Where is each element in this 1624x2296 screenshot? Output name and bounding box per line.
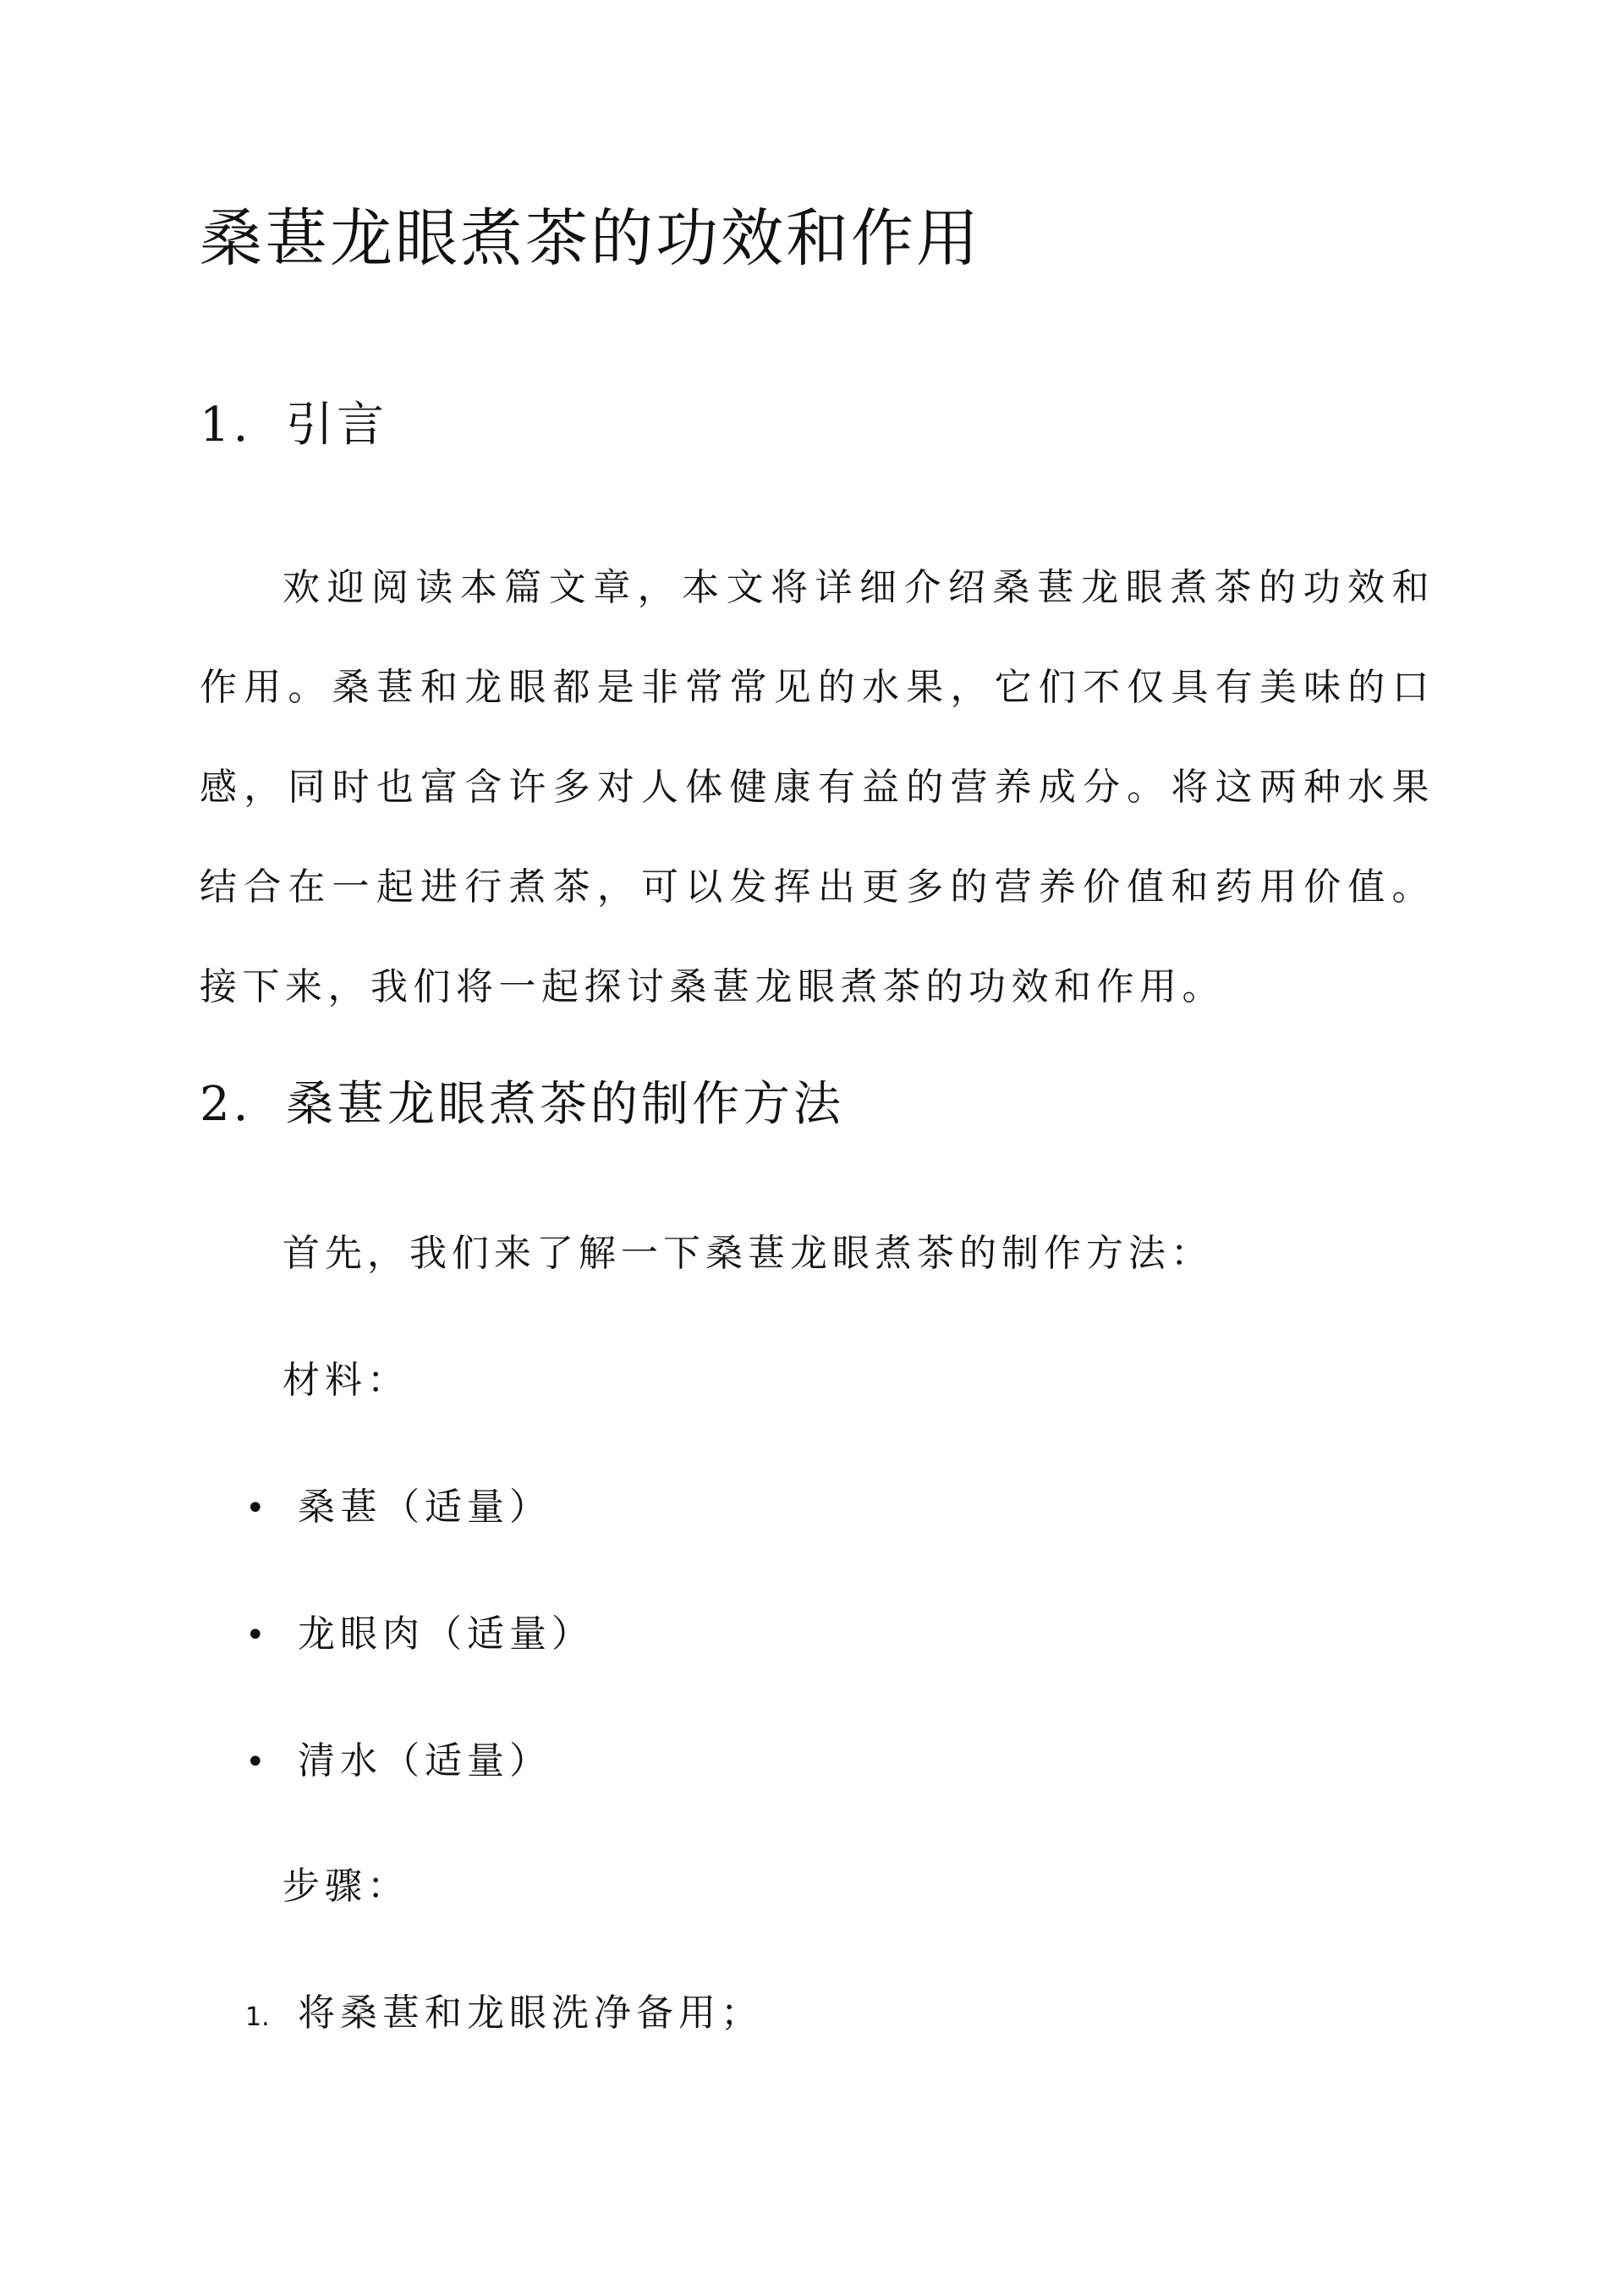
bullet-icon: • — [245, 1743, 271, 1782]
material-text: 清水（适量） — [298, 1739, 551, 1782]
section-number: 2. — [200, 1077, 252, 1132]
material-text: 龙眼肉（适量） — [298, 1612, 594, 1656]
document-title: 桑葚龙眼煮茶的功效和作用 — [200, 202, 981, 275]
section-heading-text: 引言 — [286, 398, 387, 453]
section-heading-preparation-method — [200, 1071, 844, 1139]
list-item — [245, 1609, 594, 1661]
section-heading-text: 桑葚龙眼煮茶的制作方法 — [286, 1077, 844, 1132]
materials-label: 材料： — [283, 1359, 409, 1402]
section-number: 1. — [200, 398, 252, 453]
step-text: 将桑葚和龙眼洗净备用； — [298, 1991, 763, 2035]
steps-label: 步骤： — [283, 1865, 409, 1908]
step-number: 1. — [245, 2002, 270, 2032]
section-heading-introduction — [200, 392, 387, 459]
bullet-icon: • — [245, 1616, 271, 1655]
introduction-paragraph: 欢迎阅读本篇文章，本文将详细介绍桑葚龙眼煮茶的功效和作用。桑葚和龙眼都是非常常见的水果，它们不仅具有美味的口感，同时也富含许多对人体健康有益的营养成分。将这两种水果结合在一起进行煮茶，可以发挥出更多的营养价值和药用价值。接下来，我们将一起探讨桑葚龙眼煮茶的功效和作用。 — [200, 566, 1435, 1008]
list-item — [245, 1736, 551, 1788]
step-item — [245, 1988, 763, 2043]
method-intro-paragraph: 首先，我们来了解一下桑葚龙眼煮茶的制作方法： — [283, 1232, 1213, 1275]
bullet-icon: • — [245, 1489, 271, 1528]
list-item — [245, 1482, 551, 1534]
material-text: 桑葚（适量） — [298, 1486, 551, 1529]
